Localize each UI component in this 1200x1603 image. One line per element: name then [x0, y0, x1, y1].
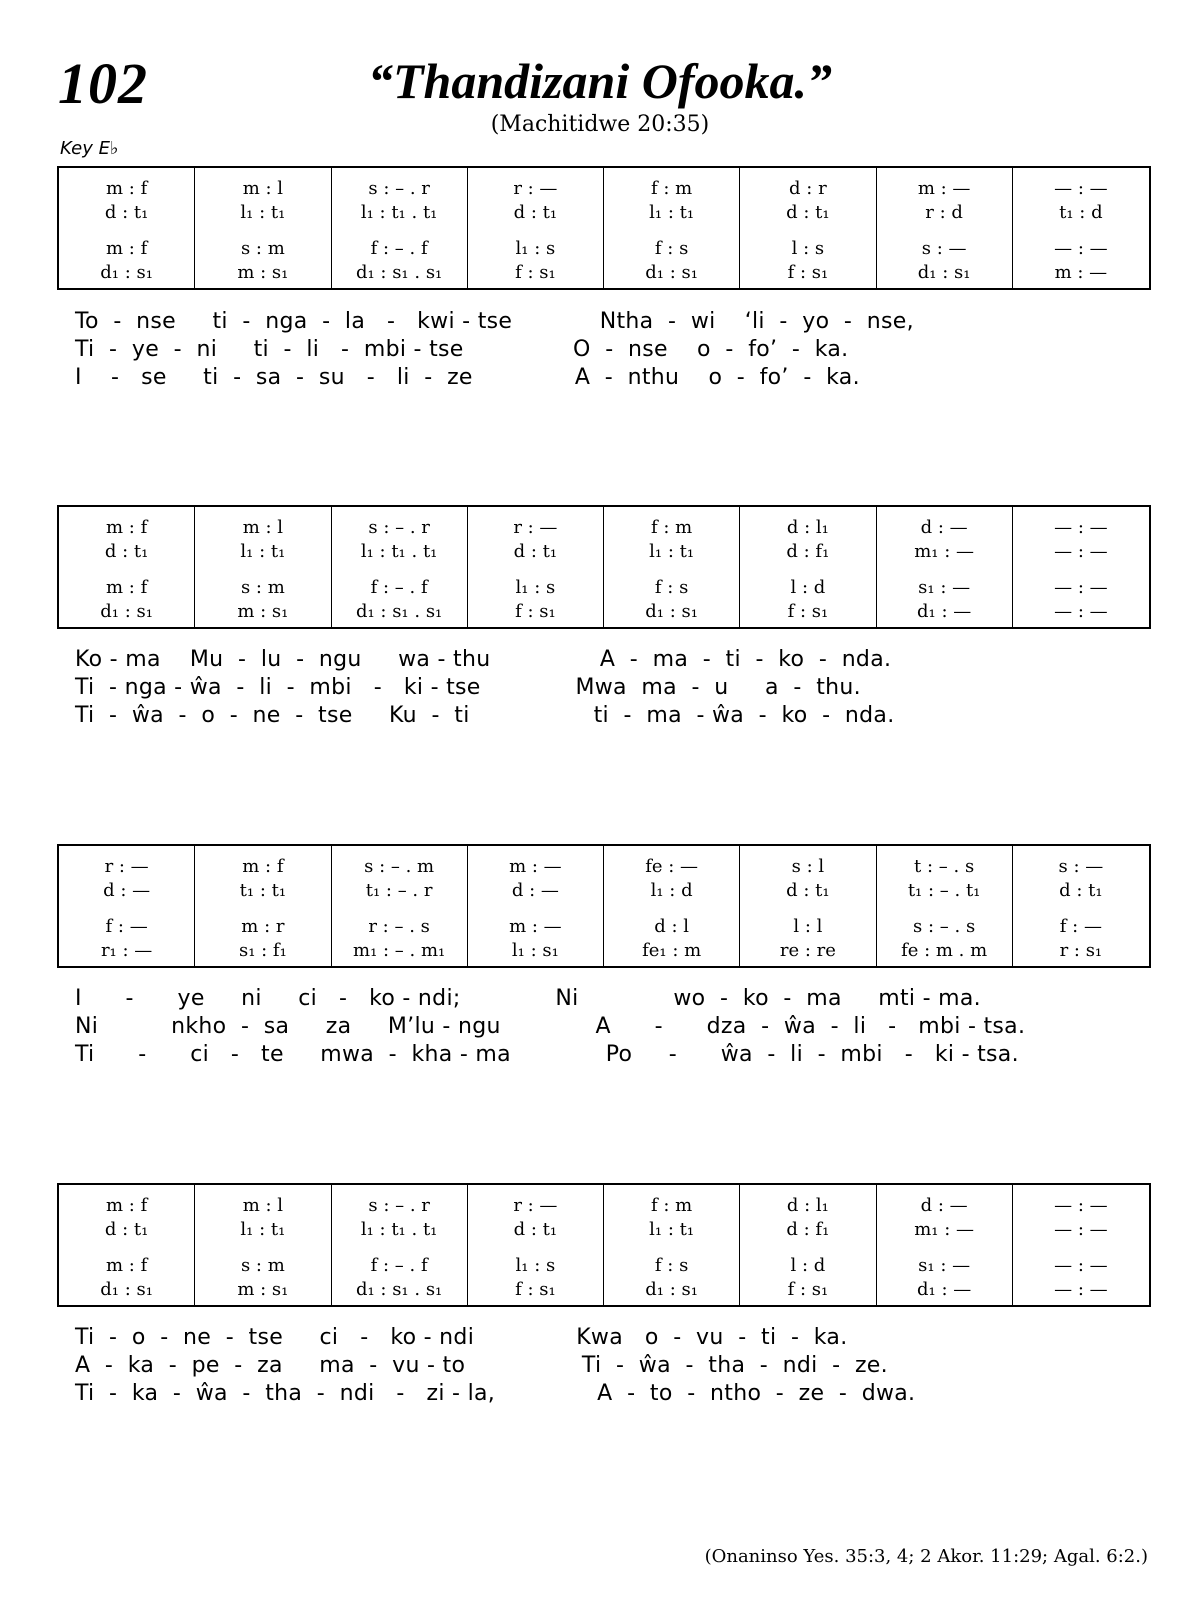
soprano-notes: fe : — [645, 855, 699, 877]
measure [604, 846, 740, 966]
soprano-notes: d : l₁ [786, 1194, 829, 1216]
tenor-notes: m : — [509, 915, 562, 937]
lyric-verse-1: Ko - ma Mu - lu - ngu wa - thu A - ma - ti - ko - nda. [75, 647, 892, 672]
measure [59, 168, 195, 288]
scripture-reference: (Machitidwe 20:35) [490, 112, 710, 137]
soprano-notes: s : – . m [364, 855, 435, 877]
tenor-notes: l : l [793, 915, 823, 937]
soprano-notes: — : — [1054, 177, 1108, 199]
measure [59, 1185, 195, 1305]
hymn-title: “Thandizani Ofooka.” [368, 53, 832, 109]
footnote: (Onaninso Yes. 35:3, 4; 2 Akor. 11:29; Agal. 6:2.) [704, 1546, 1148, 1567]
tenor-notes: s : – . s [913, 915, 976, 937]
measure [468, 1185, 604, 1305]
lyric-verse-3: I - se ti - sa - su - li - ze A - nthu o - fo’ - ka. [75, 365, 860, 390]
soprano-notes: d : r [789, 177, 827, 199]
tenor-notes: s : m [240, 576, 285, 598]
bass-notes: d₁ : s₁ [645, 600, 698, 622]
measure [604, 168, 740, 288]
tenor-notes: f : s [654, 237, 689, 259]
alto-notes: d : t₁ [104, 540, 149, 562]
lyric-verse-1: I - ye ni ci - ko - ndi; Ni wo - ko - ma mti - ma. [75, 986, 981, 1011]
soprano-notes: — : — [1054, 1194, 1108, 1216]
measure [877, 168, 1013, 288]
tenor-notes: s₁ : — [918, 1254, 971, 1276]
alto-notes: d : f₁ [786, 1218, 830, 1240]
bass-notes: f : s₁ [515, 600, 556, 622]
tenor-notes: m : f [106, 576, 148, 598]
tenor-notes: l : d [790, 576, 826, 598]
tenor-notes: l₁ : s [515, 576, 556, 598]
soprano-notes: t : – . s [914, 855, 975, 877]
bass-notes: — : — [1054, 600, 1108, 622]
measure [332, 846, 468, 966]
alto-notes: l₁ : t₁ [240, 540, 286, 562]
measure [1013, 168, 1149, 288]
soprano-notes: d : — [920, 516, 968, 538]
lyric-verse-2: A - ka - pe - za ma - vu - to Ti - ŵa - tha - ndi - ze. [75, 1353, 888, 1378]
lyric-verse-2: Ti - nga - ŵa - li - mbi - ki - tse Mwa ma - u a - thu. [75, 675, 861, 700]
measure [468, 507, 604, 627]
key-signature: Key E♭ [60, 138, 119, 159]
lyric-verse-3: Ti - ka - ŵa - tha - ndi - zi - la, A - to - ntho - ze - dwa. [75, 1381, 916, 1406]
alto-notes: l₁ : t₁ . t₁ [360, 201, 438, 223]
bass-notes: l₁ : s₁ [511, 939, 559, 961]
bass-notes: f : s₁ [787, 261, 829, 283]
alto-notes: l₁ : t₁ [240, 1218, 286, 1240]
tenor-notes: m : r [241, 915, 285, 937]
alto-notes: d : t₁ [104, 1218, 149, 1240]
alto-notes: l₁ : t₁ . t₁ [360, 540, 438, 562]
soprano-notes: m : f [106, 1194, 148, 1216]
bass-notes: fe₁ : m [642, 939, 702, 961]
soprano-notes: — : — [1054, 516, 1108, 538]
measure [1013, 846, 1149, 966]
tenor-notes: — : — [1054, 576, 1108, 598]
alto-notes: — : — [1054, 1218, 1108, 1240]
alto-notes: l₁ : t₁ [649, 1218, 695, 1240]
bass-notes: d₁ : — [917, 600, 972, 622]
bass-notes: d₁ : s₁ [645, 1278, 698, 1300]
bass-notes: f : s₁ [515, 261, 556, 283]
measure [740, 1185, 876, 1305]
bass-notes: r : s₁ [1059, 939, 1103, 961]
bass-notes: f : s₁ [515, 1278, 556, 1300]
measure [740, 507, 876, 627]
lyric-verse-2: Ni nkho - sa za M’lu - ngu A - dza - ŵa - li - mbi - tsa. [75, 1014, 1026, 1039]
bass-notes: d₁ : s₁ [100, 600, 153, 622]
music-system [57, 844, 1151, 968]
tenor-notes: f : – . f [370, 1254, 428, 1276]
alto-notes: d : t₁ [513, 1218, 558, 1240]
alto-notes: r : d [925, 201, 963, 223]
bass-notes: m : — [1054, 261, 1108, 283]
measure [1013, 1185, 1149, 1305]
tenor-notes: d : l [654, 915, 690, 937]
tenor-notes: — : — [1054, 237, 1108, 259]
alto-notes: l₁ : d [650, 879, 693, 901]
measure [195, 507, 331, 627]
bass-notes: d₁ : s₁ . s₁ [355, 261, 443, 283]
tenor-notes: f : – . f [370, 576, 428, 598]
tenor-notes: l : d [790, 1254, 826, 1276]
measure [740, 168, 876, 288]
bass-notes: f : s₁ [787, 1278, 829, 1300]
bass-notes: r₁ : — [100, 939, 153, 961]
measure [332, 168, 468, 288]
measure [877, 846, 1013, 966]
measure [195, 846, 331, 966]
soprano-notes: m : l [242, 516, 284, 538]
alto-notes: d : t₁ [513, 540, 558, 562]
alto-notes: m₁ : — [914, 1218, 975, 1240]
bass-notes: f : s₁ [787, 600, 829, 622]
soprano-notes: m : f [106, 516, 148, 538]
bass-notes: fe : m . m [901, 939, 988, 961]
soprano-notes: f : m [651, 177, 693, 199]
bass-notes: d₁ : s₁ . s₁ [355, 1278, 443, 1300]
alto-notes: — : — [1054, 540, 1108, 562]
alto-notes: d : t₁ [786, 201, 830, 223]
alto-notes: l₁ : t₁ [240, 201, 286, 223]
tenor-notes: l₁ : s [515, 1254, 556, 1276]
measure [59, 846, 195, 966]
bass-notes: re : re [779, 939, 836, 961]
soprano-notes: r : — [513, 1194, 558, 1216]
soprano-notes: m : l [242, 177, 284, 199]
alto-notes: t₁ : – . r [365, 879, 433, 901]
bass-notes: d₁ : s₁ . s₁ [355, 600, 443, 622]
soprano-notes: r : — [104, 855, 149, 877]
soprano-notes: s : l [791, 855, 825, 877]
measure [468, 846, 604, 966]
soprano-notes: s : – . r [368, 516, 430, 538]
alto-notes: t₁ : t₁ [239, 879, 287, 901]
measure [332, 1185, 468, 1305]
music-system [57, 505, 1151, 629]
soprano-notes: m : — [509, 855, 562, 877]
measure [195, 1185, 331, 1305]
soprano-notes: f : m [651, 516, 693, 538]
tenor-notes: f : — [1059, 915, 1102, 937]
alto-notes: d : f₁ [786, 540, 830, 562]
measure [877, 1185, 1013, 1305]
tenor-notes: m : f [106, 237, 148, 259]
alto-notes: d : t₁ [513, 201, 558, 223]
bass-notes: m : s₁ [237, 261, 289, 283]
alto-notes: d : — [103, 879, 151, 901]
bass-notes: m₁ : – . m₁ [353, 939, 446, 961]
alto-notes: l₁ : t₁ . t₁ [360, 1218, 438, 1240]
tenor-notes: f : – . f [370, 237, 428, 259]
tenor-notes: f : s [654, 1254, 689, 1276]
lyric-verse-2: Ti - ye - ni ti - li - mbi - tse O - nse o - fo’ - ka. [75, 337, 849, 362]
alto-notes: t₁ : d [1059, 201, 1103, 223]
soprano-notes: f : m [651, 1194, 693, 1216]
tenor-notes: l : s [791, 237, 825, 259]
bass-notes: d₁ : s₁ [645, 261, 698, 283]
bass-notes: m : s₁ [237, 600, 289, 622]
alto-notes: d : — [511, 879, 559, 901]
measure [604, 507, 740, 627]
measure [195, 168, 331, 288]
lyric-verse-1: Ti - o - ne - tse ci - ko - ndi Kwa o - vu - ti - ka. [75, 1325, 848, 1350]
alto-notes: m₁ : — [914, 540, 975, 562]
soprano-notes: m : f [106, 177, 148, 199]
alto-notes: d : t₁ [104, 201, 149, 223]
lyric-verse-1: To - nse ti - nga - la - kwi - tse Ntha - wi ‘li - yo - nse, [75, 309, 914, 334]
bass-notes: m : s₁ [237, 1278, 289, 1300]
bass-notes: d₁ : s₁ [917, 261, 971, 283]
tenor-notes: r : – . s [368, 915, 430, 937]
bass-notes: d₁ : s₁ [100, 1278, 153, 1300]
measure [740, 846, 876, 966]
soprano-notes: d : l₁ [786, 516, 829, 538]
lyric-verse-3: Ti - ci - te mwa - kha - ma Po - ŵa - li - mbi - ki - tsa. [75, 1042, 1019, 1067]
measure [877, 507, 1013, 627]
alto-notes: l₁ : t₁ [649, 540, 695, 562]
soprano-notes: r : — [513, 177, 558, 199]
alto-notes: l₁ : t₁ [649, 201, 695, 223]
bass-notes: d₁ : — [917, 1278, 972, 1300]
soprano-notes: m : l [242, 1194, 284, 1216]
tenor-notes: f : — [105, 915, 148, 937]
tenor-notes: s : m [240, 1254, 285, 1276]
measure [468, 168, 604, 288]
soprano-notes: s : – . r [368, 1194, 430, 1216]
bass-notes: d₁ : s₁ [100, 261, 153, 283]
soprano-notes: m : — [917, 177, 971, 199]
soprano-notes: m : f [242, 855, 284, 877]
bass-notes: — : — [1054, 1278, 1108, 1300]
soprano-notes: s : – . r [368, 177, 430, 199]
measure [604, 1185, 740, 1305]
soprano-notes: r : — [513, 516, 558, 538]
measure [332, 507, 468, 627]
measure [1013, 507, 1149, 627]
tenor-notes: l₁ : s [515, 237, 556, 259]
tenor-notes: — : — [1054, 1254, 1108, 1276]
music-system [57, 166, 1151, 290]
soprano-notes: s : — [1058, 855, 1104, 877]
tenor-notes: f : s [654, 576, 689, 598]
tenor-notes: m : f [106, 1254, 148, 1276]
soprano-notes: d : — [920, 1194, 968, 1216]
hymn-number: 102 [58, 51, 148, 116]
alto-notes: d : t₁ [786, 879, 830, 901]
tenor-notes: s₁ : — [918, 576, 971, 598]
tenor-notes: s : — [921, 237, 967, 259]
measure [59, 507, 195, 627]
music-system [57, 1183, 1151, 1307]
tenor-notes: s : m [240, 237, 285, 259]
bass-notes: s₁ : f₁ [238, 939, 287, 961]
lyric-verse-3: Ti - ŵa - o - ne - tse Ku - ti ti - ma - ŵa - ko - nda. [75, 703, 895, 728]
alto-notes: d : t₁ [1059, 879, 1103, 901]
alto-notes: t₁ : – . t₁ [907, 879, 981, 901]
